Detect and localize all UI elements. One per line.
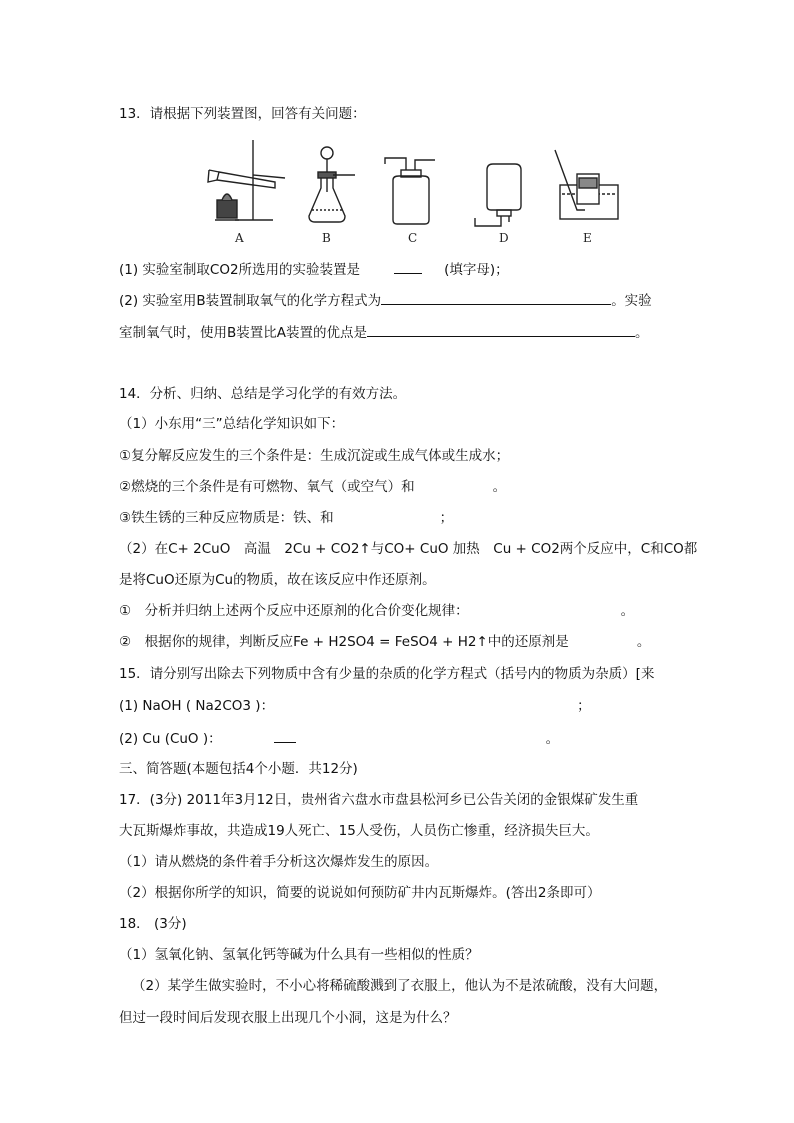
q14-rule1	[119, 601, 634, 621]
apparatus-diagram	[205, 130, 635, 250]
q17-sub2: （2）根据你所学的知识，简要的说说如何预防矿井内瓦斯爆炸。(答出2条即可）	[119, 885, 601, 901]
apparatus-c-icon	[385, 158, 435, 224]
q14-title: 14．分析、归纳、总结是学习化学的有效方法。	[119, 386, 407, 402]
q17-line1: 17．(3分) 2011年3月12日，贵州省六盘水市盘县松河乡已公告关闭的金银煤矿发生重	[119, 792, 639, 808]
q18-sub2: （2）某学生做实验时，不小心将稀硫酸溅到了衣服上，他认为不是浓硫酸，没有大问题，	[132, 978, 668, 994]
q14-item2	[119, 477, 506, 497]
section3-title: 三、简答题(本题包括4个小题．共12分)	[119, 761, 358, 777]
q15-item1-end: ；	[577, 698, 591, 714]
q13-part1-blank[interactable]	[394, 259, 422, 274]
q13-part2-equation-blank[interactable]	[381, 290, 611, 305]
q17-sub1: （1）请从燃烧的条件着手分析这次爆炸发生的原因。	[119, 854, 439, 870]
q15-item2	[119, 728, 559, 749]
q14-rule1-end: 。	[620, 603, 635, 619]
q14-item1: ①复分解反应发生的三个条件是：生成沉淀或生成气体或生成水；	[119, 448, 510, 464]
q14-item3-end: ；	[439, 510, 454, 526]
q15-title: 15．请分别写出除去下列物质中含有少量的杂质的化学方程式（括号内的物质为杂质）[来	[119, 666, 655, 682]
q15-item2-end: 。	[545, 731, 560, 747]
q15-item2-blank[interactable]	[274, 728, 296, 743]
apparatus-a-icon	[208, 140, 285, 220]
q13-part1	[119, 259, 509, 280]
q14-item2-end: 。	[492, 479, 507, 495]
q13-part1-text: (1) 实验室制取CO2所选用的实验装置是	[119, 262, 361, 278]
q18-sub2-cont: 但过一段时间后发现衣服上出现几个小洞，这是为什么？	[119, 1010, 457, 1026]
q14-rule2-text: ② 根据你的规律，判断反应Fe + H2SO4 = FeSO4 + H2↑中的还原剂是	[119, 634, 569, 650]
apparatus-d-icon	[475, 164, 521, 226]
q18-title: 18． (3分)	[119, 916, 187, 932]
apparatus-b-icon	[309, 147, 355, 222]
q15-item2-text: (2) Cu (CuO )：	[119, 731, 222, 747]
q13-part2-cont	[119, 322, 649, 343]
q14-item3	[119, 508, 453, 528]
q13-part2-suffix: 。实验	[611, 293, 652, 309]
q17-line2: 大瓦斯爆炸事故，共造成19人死亡、15人受伤，人员伤亡惨重，经济损失巨大。	[119, 823, 599, 839]
figure-label-b: B	[322, 231, 331, 245]
figure-label-d: D	[499, 231, 509, 245]
apparatus-figure	[205, 130, 635, 250]
q13-part2-advantage-blank[interactable]	[367, 322, 635, 337]
q13-part1-hint: (填字母)；	[444, 262, 509, 278]
q13-part2-text: (2) 实验室用B装置制取氧气的化学方程式为	[119, 293, 382, 309]
q14-sub1: （1）小东用“三”总结化学知识如下：	[119, 416, 345, 432]
q14-sub2: （2）在C+ 2CuO 高温 2Cu + CO2↑与CO+ CuO 加热 Cu + CO2两个反应中，C和CO都	[119, 541, 698, 557]
q13-part2-advantage-text: 室制氧气时，使用B装置比A装置的优点是	[119, 325, 367, 341]
q14-item3-text: ③铁生锈的三种反应物质是：铁、和	[119, 510, 334, 526]
q14-sub2-cont: 是将CuO还原为Cu的物质，故在该反应中作还原剂。	[119, 572, 436, 588]
q14-rule1-text: ① 分析并归纳上述两个反应中还原剂的化合价变化规律：	[119, 603, 469, 619]
q14-rule2	[119, 632, 650, 652]
figure-label-c: C	[408, 231, 418, 245]
q18-sub1: （1）氢氧化钠、氢氧化钙等碱为什么具有一些相似的性质？	[119, 947, 479, 963]
figure-label-e: E	[583, 231, 592, 245]
q13-title: 13．请根据下列装置图，回答有关问题：	[119, 106, 366, 122]
q13-part2-end: 。	[635, 325, 649, 341]
q14-rule2-end: 。	[636, 634, 651, 650]
q14-item2-text: ②燃烧的三个条件是有可燃物、氧气（或空气）和	[119, 479, 415, 495]
q15-item1	[119, 696, 591, 716]
figure-label-a: A	[235, 231, 244, 245]
apparatus-e-icon	[555, 150, 618, 219]
q13-part2	[119, 290, 652, 311]
q15-item1-text: (1) NaOH ( Na2CO3 )：	[119, 698, 275, 714]
